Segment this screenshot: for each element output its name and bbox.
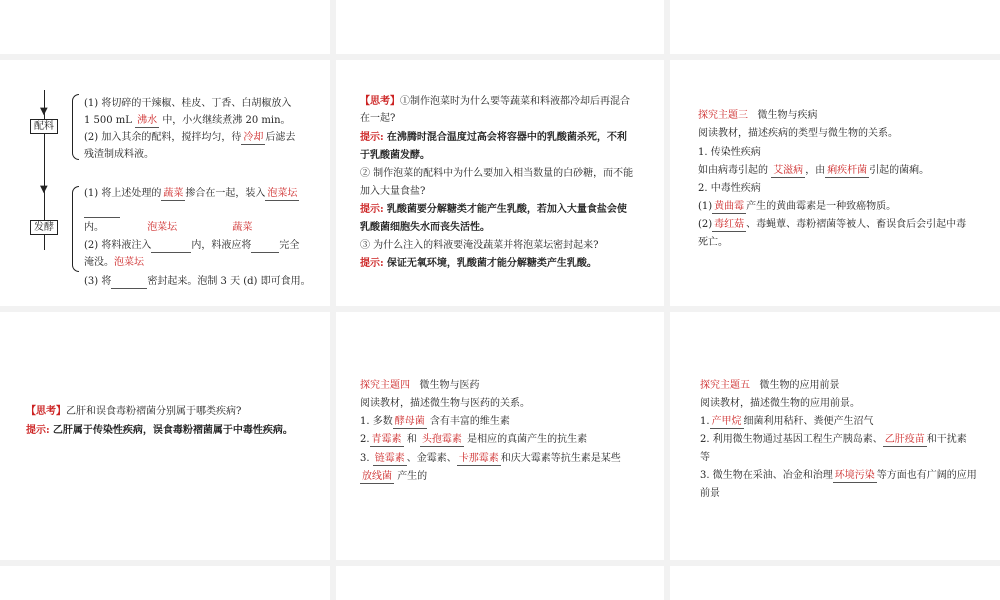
topic3-p1: 1. 传染性疾病 — [698, 147, 761, 158]
slide-top-right[interactable] — [670, 0, 1000, 54]
fajiao-box: 发酵 — [30, 220, 58, 235]
brace-peiliao — [72, 94, 79, 160]
slide-top-center[interactable] — [336, 0, 664, 54]
topic5-p2: 2. 利用微生物通过基因工程生产胰岛素、 乙肝疫苗 和干扰素 — [700, 434, 967, 445]
slide-think-hepatitis[interactable] — [0, 312, 330, 560]
topic4-intro: 阅读教材，描述微生物与医药的关系。 — [360, 398, 530, 409]
topic5-p4: 3. 微生物在采油、冶金和治理 环境污染 等方面也有广阔的应用 — [700, 470, 977, 481]
slide-bottom-left[interactable] — [0, 566, 330, 600]
topic4-p4: 放线菌 产生的 — [362, 471, 428, 482]
topic5-heading: 探究主题五 微生物的应用前景 — [700, 380, 840, 391]
topic3-p6: 死亡。 — [698, 237, 728, 248]
fajiao-line-1: (1) 将上述处理的 蔬菜 掺合在一起，装入 泡菜坛 — [84, 188, 298, 199]
slide-bottom-center[interactable] — [336, 566, 664, 600]
topic4-p3: 3. 链霉素 、金霉素、 卡那霉素 和庆大霉素等抗生素是某些 — [360, 453, 621, 464]
peiliao-line-2: 1 500 mL 沸水 中，小火继续煮沸 20 min。 — [84, 115, 291, 126]
fajiao-line-4: 淹没。泡菜坛 — [84, 257, 144, 268]
peiliao-box: 配料 — [30, 119, 58, 134]
slide-bottom-right[interactable] — [670, 566, 1000, 600]
topic5-p5: 前景 — [700, 488, 720, 499]
slide-pickle-steps[interactable] — [0, 60, 330, 306]
slide-microbes-disease[interactable] — [670, 60, 1000, 306]
a3-line: 提示: 保证无氧环境，乳酸菌才能分解糖类产生乳酸。 — [360, 258, 597, 269]
slide-top-left[interactable] — [0, 0, 330, 54]
topic3-intro: 阅读教材，描述疾病的类型与微生物的关系。 — [698, 128, 898, 139]
a1-line-2: 于乳酸菌发酵。 — [360, 150, 430, 161]
brace-fajiao — [72, 186, 79, 272]
topic3-p2: 如由病毒引起的 艾滋病 ，由 痢疾杆菌 引起的菌痢。 — [698, 165, 930, 176]
think-hepatitis-q: 【思考】乙肝和误食毒粉褶菌分别属于哪类疾病? — [26, 406, 242, 417]
a2-line-1: 提示: 乳酸菌要分解糖类才能产生乳酸，若加入大量食盐会使 — [360, 204, 627, 215]
a2-line-2: 乳酸菌细胞失水而丧失活性。 — [360, 222, 490, 233]
q2-line-2: 加入大量食盐? — [360, 186, 426, 197]
topic5-p3: 等 — [700, 452, 710, 463]
topic3-p3: 2. 中毒性疾病 — [698, 183, 761, 194]
topic4-p2: 2. 青霉素 和 头孢霉素 是相应的真菌产生的抗生素 — [360, 434, 588, 445]
peiliao-line-1: (1) 将切碎的干辣椒、桂皮、丁香、白胡椒放入 — [84, 98, 292, 109]
topic4-p1: 1. 多数 酵母菌 含有丰富的维生素 — [360, 416, 510, 427]
slide-microbes-medicine[interactable] — [336, 312, 664, 560]
topic3-p4: (1) 黄曲霉 产生的黄曲霉素是一种致癌物质。 — [698, 201, 897, 212]
q1-line-2: 在一起? — [360, 113, 396, 124]
slide-microbes-prospects[interactable] — [670, 312, 1000, 560]
peiliao-line-4: 残渣制成料液。 — [84, 149, 154, 160]
fajiao-line-3: (2) 将料液注入 内，料液应将 完全 — [84, 240, 300, 251]
a1-line-1: 提示: 在沸腾时混合温度过高会将容器中的乳酸菌杀死，不利 — [360, 132, 627, 143]
fajiao-line-5: (3) 将 密封起来。泡制 3 天 (d) 即可食用。 — [84, 276, 311, 287]
peiliao-line-3: (2) 加入其余的配料，搅拌均匀，待 冷却 后滤去 — [84, 132, 296, 143]
slide-think-pickle[interactable] — [336, 60, 664, 306]
fajiao-blank — [84, 205, 120, 218]
q1-line-1: 【思考】①制作泡菜时为什么要等蔬菜和料液都冷却后再混合 — [360, 96, 630, 107]
topic5-p1: 1. 产甲烷 细菌利用秸秆、粪便产生沼气 — [700, 416, 874, 427]
topic3-heading: 探究主题三 微生物与疾病 — [698, 110, 818, 121]
q3-line: ③ 为什么注入的料液要淹没蔬菜并将泡菜坛密封起来? — [360, 240, 599, 251]
fajiao-line-2: 内。 泡菜坛 蔬菜 — [84, 222, 253, 233]
think-hepatitis-a: 提示: 乙肝属于传染性疾病，误食毒粉褶菌属于中毒性疾病。 — [26, 425, 293, 436]
topic3-p5: (2) 毒红菇 、毒蝇蕈、毒粉褶菌等被人、畜误食后会引起中毒 — [698, 219, 967, 230]
topic5-intro: 阅读教材，描述微生物的应用前景。 — [700, 398, 860, 409]
topic4-heading: 探究主题四 微生物与医药 — [360, 380, 480, 391]
flow-arrow-head-1: ▼ — [40, 106, 48, 117]
flow-arrow-head-2: ▼ — [40, 184, 48, 195]
q2-line-1: ② 制作泡菜的配料中为什么要加入相当数量的白砂糖，而不能 — [360, 168, 634, 179]
